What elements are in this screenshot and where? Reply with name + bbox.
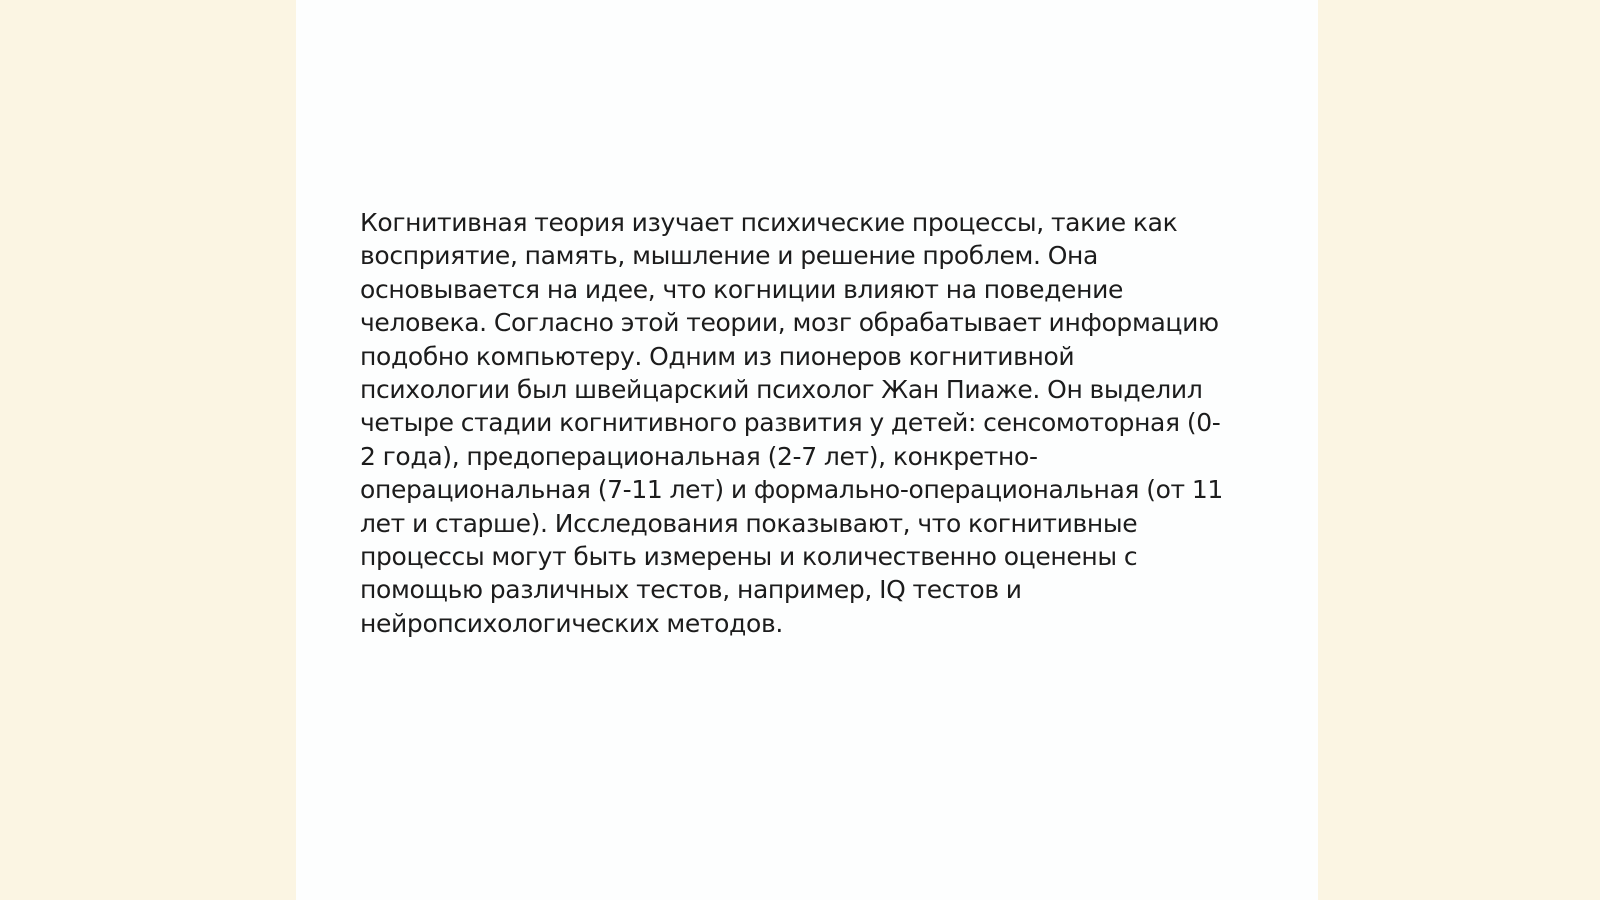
right-margin-panel bbox=[1318, 0, 1600, 900]
slide-body-text: Когнитивная теория изучает психические процессы, такие как восприятие, память, мышление и решение проблем. Она основывается на идее, что когниции влияют на поведение человека. Согласно этой теории, мозг обрабатывает информацию подобно компьютеру. Одним из пионеров когнитивной психологии был швейцарский психолог Жан Пиаже. Он выделил четыре стадии когнитивного развития у детей: сенсомоторная (0-2 года), предоперациональная (2-7 лет), конкретно-операциональная (7-11 лет) и формально-операциональная (от 11 лет и старше). Исследования показывают, что когнитивные процессы могут быть измерены и количественно оценены с помощью различных тестов, например, IQ тестов и нейропсихологических методов. bbox=[360, 208, 1223, 638]
left-margin-panel bbox=[0, 0, 296, 900]
slide-page bbox=[296, 0, 1318, 900]
